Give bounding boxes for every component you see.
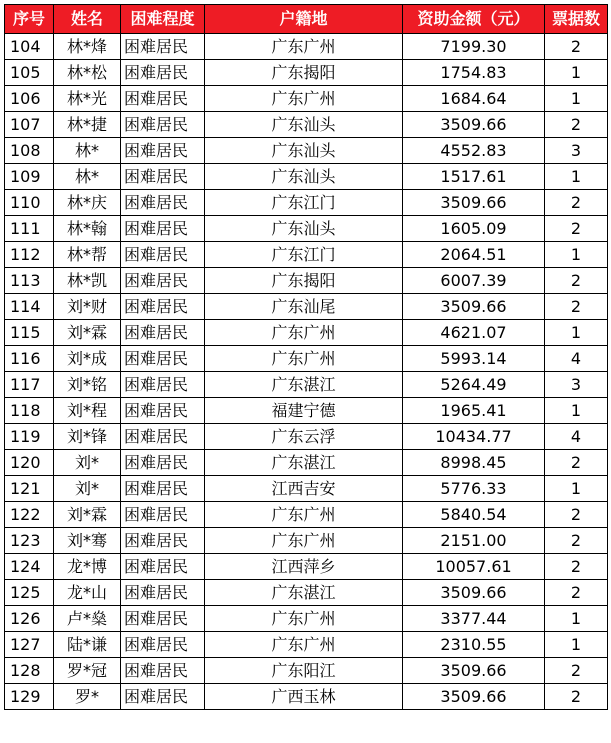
cell-region: 广东汕头 [205,216,403,242]
assistance-table [4,4,608,710]
cell-name: 刘*霖 [54,502,121,528]
cell-name: 林*凯 [54,268,121,294]
cell-amount: 3509.66 [403,580,545,606]
cell-amount: 5840.54 [403,502,545,528]
cell-amount: 1684.64 [403,86,545,112]
cell-amount: 3509.66 [403,112,545,138]
cell-level: 困难居民 [121,294,205,320]
cell-amount: 3377.44 [403,606,545,632]
table-row [5,372,608,398]
cell-level: 困难居民 [121,216,205,242]
cell-region: 福建宁德 [205,398,403,424]
cell-region: 广东广州 [205,502,403,528]
cell-seq: 121 [5,476,54,502]
table-row [5,60,608,86]
cell-count: 2 [545,112,608,138]
cell-region: 广西玉林 [205,684,403,710]
cell-amount: 2064.51 [403,242,545,268]
cell-seq: 115 [5,320,54,346]
table-body [5,34,608,710]
cell-count: 1 [545,476,608,502]
cell-seq: 104 [5,34,54,60]
cell-seq: 105 [5,60,54,86]
cell-amount: 4552.83 [403,138,545,164]
cell-level: 困难居民 [121,398,205,424]
cell-region: 广东汕头 [205,138,403,164]
cell-name: 卢*燊 [54,606,121,632]
cell-level: 困难居民 [121,34,205,60]
cell-count: 2 [545,684,608,710]
table-row [5,450,608,476]
cell-level: 困难居民 [121,528,205,554]
table-row [5,294,608,320]
cell-region: 江西萍乡 [205,554,403,580]
cell-name: 刘*铭 [54,372,121,398]
cell-region: 广东汕尾 [205,294,403,320]
cell-region: 广东广州 [205,86,403,112]
cell-count: 2 [545,268,608,294]
cell-amount: 5776.33 [403,476,545,502]
cell-amount: 3509.66 [403,294,545,320]
cell-amount: 3509.66 [403,684,545,710]
cell-name: 龙*博 [54,554,121,580]
cell-name: 罗* [54,684,121,710]
cell-amount: 6007.39 [403,268,545,294]
table-row [5,580,608,606]
cell-name: 林*翰 [54,216,121,242]
cell-count: 1 [545,242,608,268]
cell-count: 1 [545,632,608,658]
table-row [5,554,608,580]
table-row [5,138,608,164]
cell-seq: 122 [5,502,54,528]
table-row [5,424,608,450]
cell-amount: 1754.83 [403,60,545,86]
cell-seq: 126 [5,606,54,632]
cell-region: 广东湛江 [205,580,403,606]
cell-seq: 116 [5,346,54,372]
cell-amount: 1517.61 [403,164,545,190]
cell-seq: 112 [5,242,54,268]
cell-amount: 8998.45 [403,450,545,476]
cell-region: 广东广州 [205,528,403,554]
cell-seq: 123 [5,528,54,554]
cell-level: 困难居民 [121,580,205,606]
cell-amount: 4621.07 [403,320,545,346]
cell-seq: 127 [5,632,54,658]
header-seq: 序号 [5,5,54,34]
table-header [5,5,608,34]
cell-level: 困难居民 [121,86,205,112]
cell-region: 广东阳江 [205,658,403,684]
cell-seq: 110 [5,190,54,216]
cell-count: 1 [545,86,608,112]
cell-count: 4 [545,346,608,372]
cell-name: 林*捷 [54,112,121,138]
cell-name: 刘*财 [54,294,121,320]
cell-seq: 106 [5,86,54,112]
cell-region: 广东湛江 [205,372,403,398]
table-row [5,502,608,528]
table-row [5,606,608,632]
table-row [5,528,608,554]
cell-amount: 3509.66 [403,658,545,684]
cell-name: 刘*成 [54,346,121,372]
cell-seq: 117 [5,372,54,398]
table-row [5,320,608,346]
table-row [5,216,608,242]
cell-level: 困难居民 [121,502,205,528]
cell-region: 广东广州 [205,632,403,658]
cell-name: 刘* [54,450,121,476]
cell-amount: 10434.77 [403,424,545,450]
table-row [5,476,608,502]
cell-amount: 2310.55 [403,632,545,658]
table-row [5,34,608,60]
cell-level: 困难居民 [121,320,205,346]
cell-name: 林*帮 [54,242,121,268]
cell-level: 困难居民 [121,112,205,138]
cell-seq: 129 [5,684,54,710]
cell-level: 困难居民 [121,684,205,710]
cell-region: 江西吉安 [205,476,403,502]
cell-amount: 7199.30 [403,34,545,60]
table-row [5,398,608,424]
table-row [5,268,608,294]
cell-seq: 108 [5,138,54,164]
cell-seq: 120 [5,450,54,476]
cell-level: 困难居民 [121,138,205,164]
cell-region: 广东江门 [205,242,403,268]
cell-count: 3 [545,138,608,164]
table-row [5,164,608,190]
cell-count: 2 [545,658,608,684]
cell-amount: 1605.09 [403,216,545,242]
header-row [5,5,608,34]
cell-region: 广东汕头 [205,164,403,190]
cell-count: 1 [545,606,608,632]
cell-seq: 111 [5,216,54,242]
cell-seq: 109 [5,164,54,190]
cell-name: 刘*骞 [54,528,121,554]
cell-level: 困难居民 [121,190,205,216]
cell-name: 龙*山 [54,580,121,606]
cell-seq: 113 [5,268,54,294]
cell-amount: 5993.14 [403,346,545,372]
cell-amount: 3509.66 [403,190,545,216]
cell-seq: 118 [5,398,54,424]
table-row [5,86,608,112]
cell-level: 困难居民 [121,658,205,684]
cell-name: 陆*谦 [54,632,121,658]
cell-level: 困难居民 [121,554,205,580]
header-count: 票据数 [545,5,608,34]
cell-count: 2 [545,294,608,320]
cell-count: 2 [545,528,608,554]
cell-name: 刘* [54,476,121,502]
cell-level: 困难居民 [121,372,205,398]
cell-count: 2 [545,580,608,606]
header-region: 户籍地 [205,5,403,34]
cell-name: 林*庆 [54,190,121,216]
cell-region: 广东揭阳 [205,268,403,294]
cell-count: 2 [545,554,608,580]
cell-count: 4 [545,424,608,450]
cell-seq: 114 [5,294,54,320]
cell-name: 林* [54,138,121,164]
cell-level: 困难居民 [121,268,205,294]
cell-name: 林*烽 [54,34,121,60]
cell-name: 林* [54,164,121,190]
cell-count: 1 [545,398,608,424]
cell-level: 困难居民 [121,424,205,450]
table-row [5,112,608,138]
cell-amount: 5264.49 [403,372,545,398]
cell-name: 刘*锋 [54,424,121,450]
cell-name: 刘*霖 [54,320,121,346]
cell-level: 困难居民 [121,60,205,86]
table-row [5,632,608,658]
cell-count: 2 [545,216,608,242]
cell-level: 困难居民 [121,242,205,268]
cell-name: 罗*冠 [54,658,121,684]
cell-amount: 10057.61 [403,554,545,580]
cell-seq: 107 [5,112,54,138]
cell-count: 3 [545,372,608,398]
cell-region: 广东广州 [205,346,403,372]
table-row [5,684,608,710]
cell-region: 广东广州 [205,606,403,632]
cell-region: 广东广州 [205,34,403,60]
cell-name: 林*松 [54,60,121,86]
table-row [5,658,608,684]
cell-level: 困难居民 [121,476,205,502]
cell-count: 2 [545,502,608,528]
cell-region: 广东汕头 [205,112,403,138]
cell-count: 2 [545,34,608,60]
cell-region: 广东云浮 [205,424,403,450]
cell-level: 困难居民 [121,164,205,190]
table-row [5,190,608,216]
cell-region: 广东湛江 [205,450,403,476]
cell-count: 2 [545,450,608,476]
cell-region: 广东江门 [205,190,403,216]
cell-count: 1 [545,320,608,346]
cell-count: 1 [545,164,608,190]
cell-level: 困难居民 [121,450,205,476]
cell-seq: 125 [5,580,54,606]
header-amount: 资助金额（元） [403,5,545,34]
cell-seq: 128 [5,658,54,684]
cell-seq: 124 [5,554,54,580]
cell-name: 林*光 [54,86,121,112]
cell-count: 1 [545,60,608,86]
header-name: 姓名 [54,5,121,34]
cell-region: 广东揭阳 [205,60,403,86]
cell-region: 广东广州 [205,320,403,346]
cell-count: 2 [545,190,608,216]
header-level: 困难程度 [121,5,205,34]
table-row [5,346,608,372]
cell-name: 刘*程 [54,398,121,424]
cell-amount: 2151.00 [403,528,545,554]
table-row [5,242,608,268]
cell-level: 困难居民 [121,632,205,658]
cell-level: 困难居民 [121,346,205,372]
cell-amount: 1965.41 [403,398,545,424]
cell-seq: 119 [5,424,54,450]
cell-level: 困难居民 [121,606,205,632]
